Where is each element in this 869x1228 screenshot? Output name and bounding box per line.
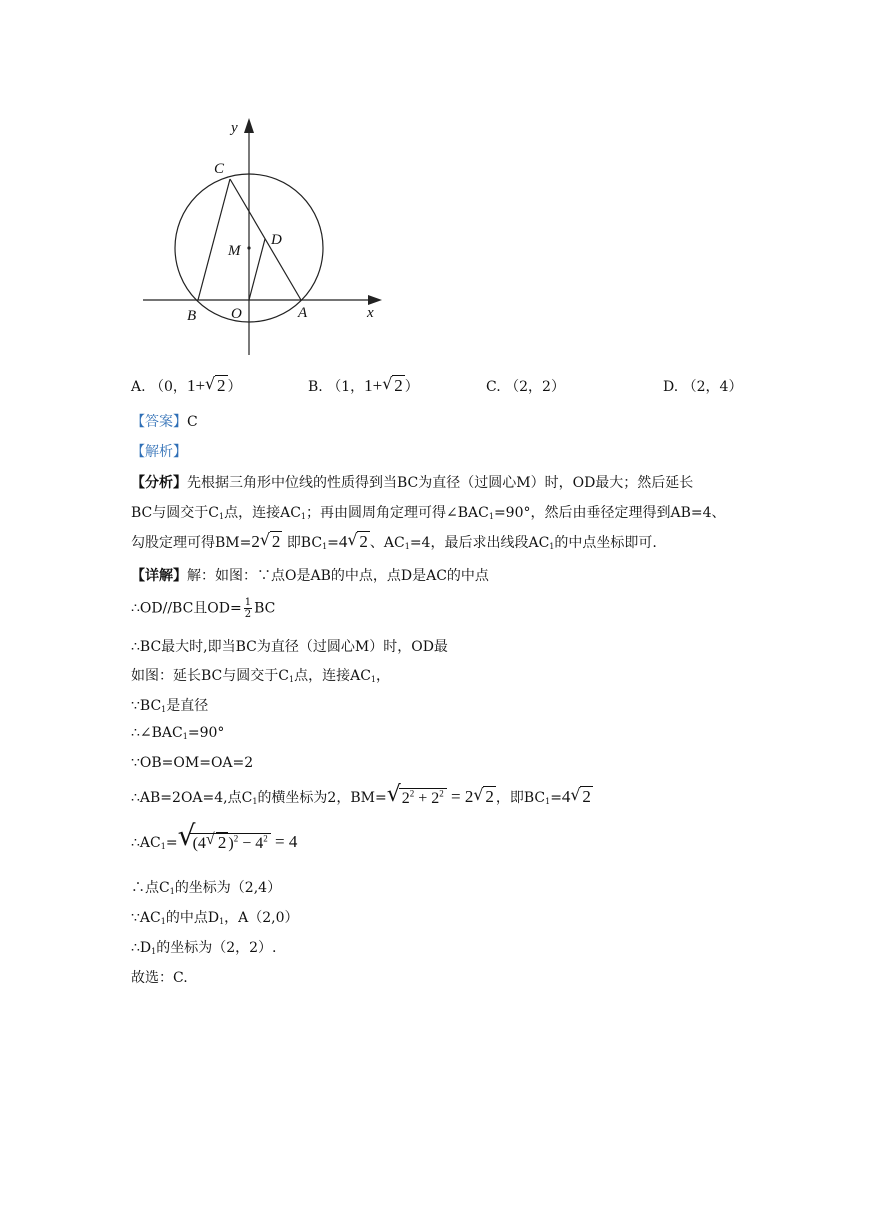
detail-line-7: ∵OB=OM=OA=2 — [131, 755, 254, 771]
x-axis-arrow-icon — [368, 295, 382, 305]
segment-od — [249, 239, 265, 300]
detail-line-4: 如图：延长BC与圆交于$C_1$点，连接$AC_1$， — [131, 668, 390, 684]
sqrt-expression: √ 2 — [205, 374, 226, 395]
detail-line-10: ∴点$C_1$的坐标为（2,4） — [131, 880, 282, 896]
choice-d: D. （2，4） — [663, 379, 743, 395]
circle-diagram — [135, 112, 385, 362]
label-y: y — [231, 120, 238, 136]
segment-ca — [230, 179, 301, 300]
choice-b: B. （1，1+ √ 2 ） — [308, 374, 419, 395]
answer-choices — [131, 376, 751, 400]
y-axis-arrow-icon — [244, 118, 254, 133]
analysis-heading: 【解析】 — [131, 444, 187, 460]
sqrt-expression: √ $2^2 + 2^2$ — [387, 788, 447, 807]
sqrt-expression: √ 2 — [382, 374, 403, 395]
geometry-figure — [135, 112, 385, 362]
choice-a: A. （0，1+ √ 2 ） — [131, 374, 242, 395]
label-d: D — [271, 232, 282, 248]
label-x: x — [367, 305, 374, 321]
detail-line-3: ∴BC最大时,即当BC为直径（过圆心M）时，OD最 — [131, 639, 448, 655]
label-o: O — [231, 306, 242, 322]
detail-line-2: ∴OD//BC且OD= $\frac{1}{2}$ BC — [131, 597, 276, 620]
segment-bc — [198, 179, 230, 300]
detail-line-9: $\therefore AC_1=$ √ (4 √ 2 )$^2 - 4^2 = 4$ — [131, 819, 298, 852]
detail-line-8: ∴AB=2OA=4,点$C_1$的横坐标为2，BM= √ $2^2 + 2^2 = 2$ √ 2 ，即$BC_1=4$ √ 2 — [131, 782, 591, 808]
detail-line-1: 【详解】解：如图：∵点O是AB的中点，点D是AC的中点 — [131, 568, 489, 584]
sqrt-expression: √ (4 √ 2 )$^2 - 4^2$ — [178, 833, 271, 853]
label-a: A — [298, 305, 308, 321]
detail-line-12: $\therefore D_1$的坐标为（2，2）. — [131, 940, 277, 956]
choice-c: C. （2，2） — [486, 379, 565, 395]
label-b: B — [187, 308, 197, 324]
fenxi-line-2: BC与圆交于$C_1$点，连接$AC_1$；再由圆周角定理可得$\angle BAC_1=90^\circ$，然后由垂径定理得到AB=4、 — [131, 505, 726, 521]
fenxi-line-1: 【分析】先根据三角形中位线的性质得到当BC为直径（过圆心M）时，OD最大；然后延长 — [131, 475, 694, 491]
label-m: M — [228, 243, 241, 259]
answer-line: 【答案】C — [131, 414, 198, 430]
detail-line-6: $\therefore\angle BAC_1=90^\circ$ — [131, 725, 225, 741]
label-c: C — [214, 161, 225, 177]
fraction-half: $\frac{1}{2}$ — [244, 597, 252, 620]
detail-line-11: $\because AC_1$的中点$D_1$，A（2,0） — [131, 910, 299, 926]
detail-line-5: $\because BC_1$是直径 — [131, 698, 209, 714]
fenxi-line-3: 勾股定理可得BM=2 √ 2 即$BC_1=4$ √ 2 、$AC_1=4$，最后求出线段$AC_1$的中点坐标即可. — [131, 530, 657, 551]
point-m — [247, 246, 250, 249]
detail-line-13: 故选：C. — [131, 970, 188, 986]
